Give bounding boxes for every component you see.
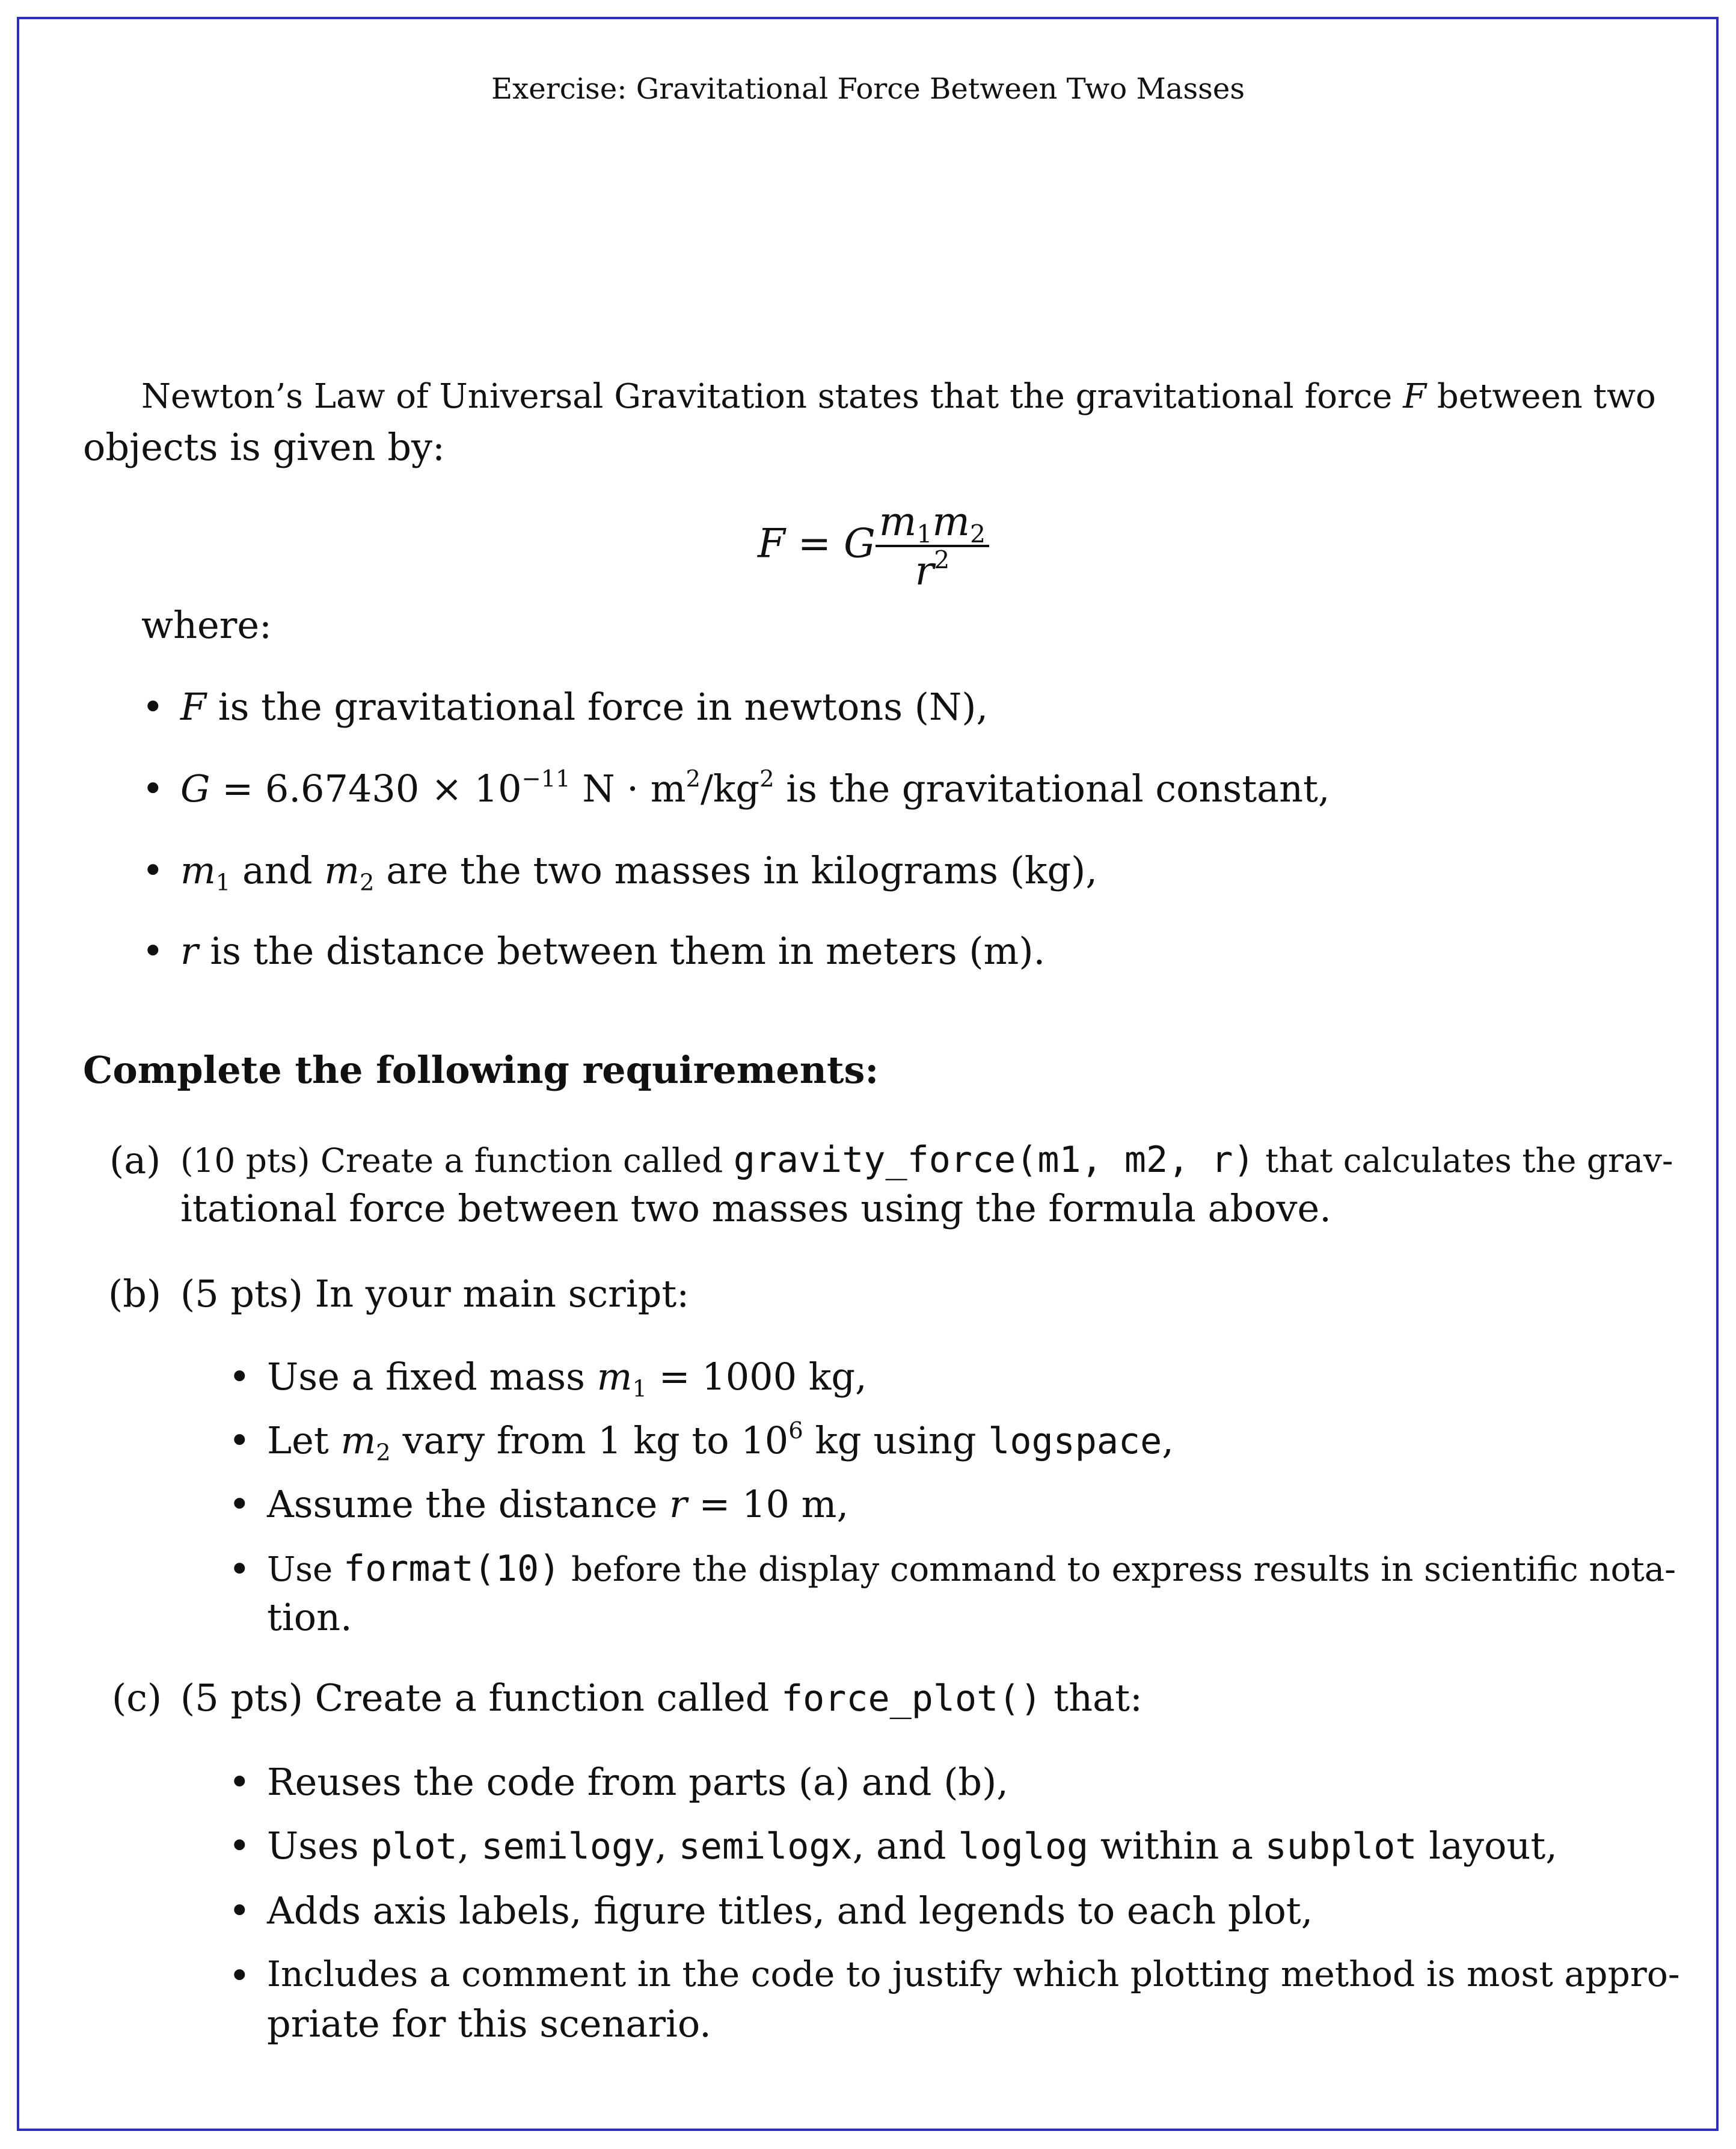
bullet-icon: •: [142, 685, 164, 729]
definition-f: F is the gravitational force in newtons (N),: [180, 685, 989, 729]
code-plot: plot: [370, 1826, 458, 1868]
part-b-item-2: Let $m_2$ vary from 1 kg to $10^6$ kg using logspace,: [267, 1417, 1174, 1467]
formula-denominator: $r^2$: [915, 545, 950, 594]
requirements-heading: Complete the following requirements:: [83, 1048, 879, 1092]
part-c-intro: (5 pts) Create a function called force_plot() that:: [180, 1676, 1143, 1720]
bullet-icon: •: [229, 1760, 251, 1804]
definition-masses: $m_1$ and $m_2$ are the two masses in kilograms (kg),: [180, 848, 1098, 897]
code-format: format(10): [343, 1548, 561, 1590]
part-a-label: (a): [109, 1138, 161, 1182]
formula-numerator: $m_1m_2$: [876, 499, 989, 547]
part-a-line-1: (10 pts) Create a function called gravity_force(m1, m2, r) that calculates the grav-: [180, 1139, 1673, 1181]
code-force-plot: force_plot(): [781, 1678, 1042, 1720]
part-b-item-3: Assume the distance r = 10 m,: [267, 1482, 849, 1526]
code-loglog: loglog: [958, 1826, 1089, 1868]
part-c-item-2: Uses plot, semilogy, semilogx, and loglog within a subplot layout,: [267, 1824, 1557, 1868]
gravity-formula: [758, 499, 989, 595]
bullet-icon: •: [142, 767, 164, 811]
intro-line-2: objects is given by:: [83, 425, 445, 469]
part-b-intro: (5 pts) In your main script:: [180, 1272, 690, 1316]
part-c-item-3: Adds axis labels, figure titles, and legends to each plot,: [267, 1889, 1313, 1933]
part-b-item-4: Use format(10) before the display command to express results in scientific nota-: [267, 1548, 1676, 1590]
intro-text-b: between two: [1426, 377, 1656, 416]
part-b-item-1: Use a fixed mass $m_1 = 1000$ kg,: [267, 1355, 867, 1403]
bullet-icon: •: [229, 1824, 251, 1868]
intro-text-a: Newton’s Law of Universal Gravitation states that the gravitational force: [141, 377, 1403, 416]
part-c-label: (c): [112, 1676, 162, 1720]
code-gravity-force: gravity_force(m1, m2, r): [733, 1139, 1255, 1181]
formula-lhs: F: [758, 520, 785, 567]
formula-fraction: [876, 499, 989, 595]
intro-line-1: [141, 375, 1656, 419]
bullet-icon: •: [142, 929, 164, 973]
where-label: where:: [141, 603, 272, 647]
formula-equals: =: [785, 520, 844, 567]
bullet-icon: •: [229, 1547, 251, 1591]
page-title: Exercise: Gravitational Force Between Two Masses: [491, 72, 1245, 106]
bullet-icon: •: [142, 848, 164, 892]
code-subplot: subplot: [1265, 1826, 1417, 1868]
bullet-icon: •: [229, 1889, 251, 1933]
code-semilogx: semilogx: [678, 1826, 853, 1868]
intro-var-f: F: [1403, 377, 1427, 416]
code-semilogy: semilogy: [481, 1826, 655, 1868]
bullet-icon: •: [229, 1355, 251, 1399]
bullet-icon: •: [229, 1418, 251, 1462]
part-c-item-4-line-2: priate for this scenario.: [267, 2002, 711, 2046]
part-b-item-4-line-2: tion.: [267, 1595, 352, 1639]
code-logspace: logspace: [988, 1420, 1162, 1462]
part-a-line-2: itational force between two masses using the formula above.: [180, 1186, 1331, 1230]
bullet-icon: •: [229, 1954, 251, 1997]
formula-g: G: [844, 520, 876, 567]
part-c-item-4: Includes a comment in the code to justify which plotting method is most appro-: [267, 1954, 1680, 1994]
definition-r: r is the distance between them in meters (m).: [180, 929, 1046, 973]
part-b-label: (b): [108, 1272, 162, 1316]
definition-g: $G = 6.67430 \times 10^{-11}$ $N \cdot m^2/kg^2$ is the gravitational constant,: [180, 765, 1330, 811]
part-c-item-1: Reuses the code from parts (a) and (b),: [267, 1760, 1008, 1804]
bullet-icon: •: [229, 1482, 251, 1526]
